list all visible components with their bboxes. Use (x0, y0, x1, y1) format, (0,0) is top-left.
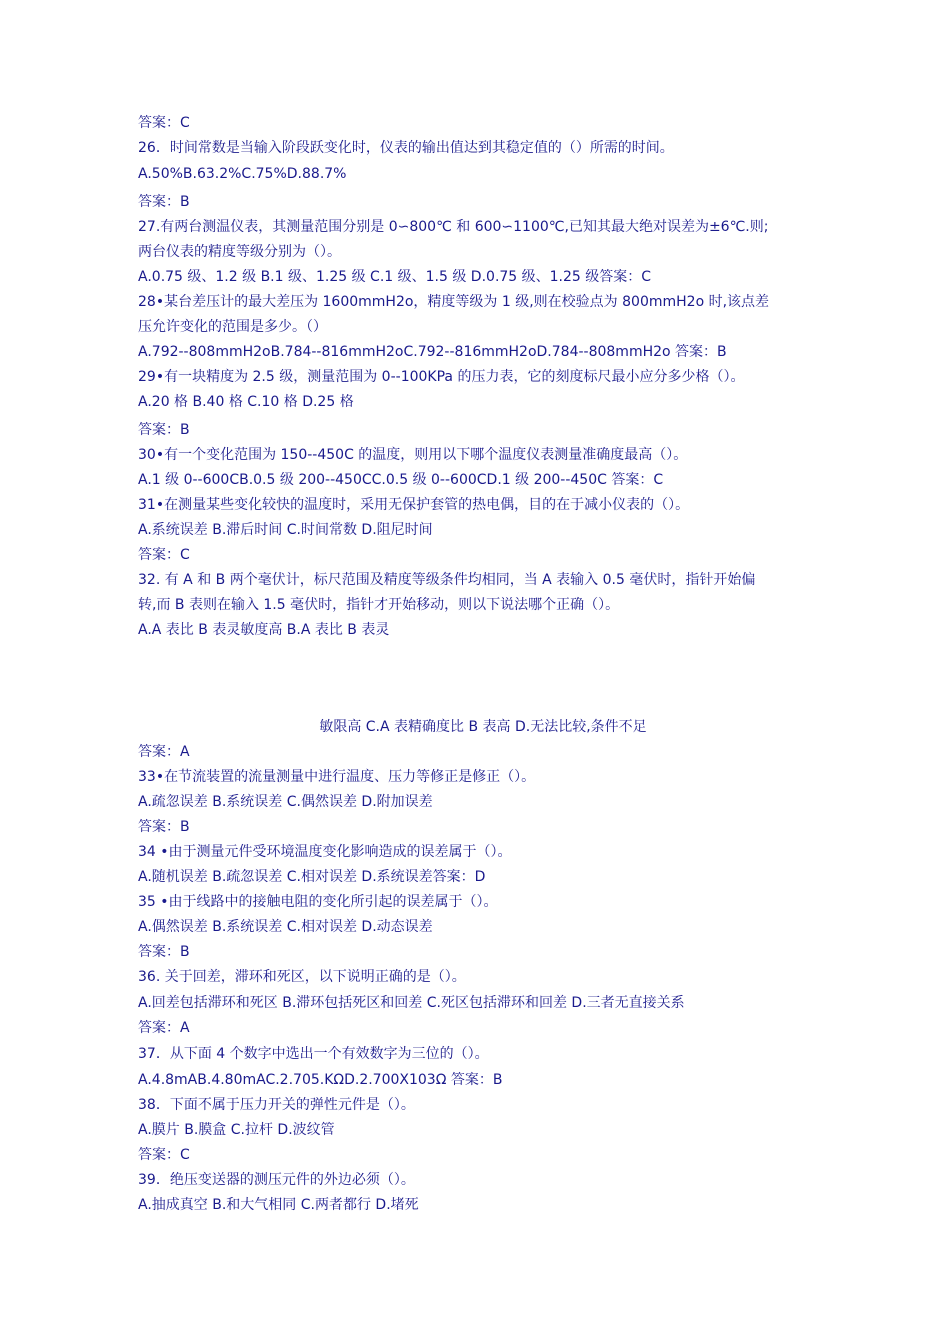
options-37: A.4.8mAB.4.80mAC.2.705.KΩD.2.700X103Ω 答案：B (138, 1072, 503, 1088)
options-39: A.抽成真空 B.和大气相同 C.两者都行 D.堵死 (138, 1197, 419, 1213)
question-35: 35 •由于线路中的接触电阻的变化所引起的误差属于（）。 (138, 894, 498, 910)
question-33: 33•在节流装置的流量测量中进行温度、压力等修正是修正（）。 (138, 769, 536, 785)
options-26: A.50%B.63.2%C.75%D.88.7% (138, 166, 347, 182)
question-36: 36. 关于回差，滞环和死区，以下说明正确的是（）。 (138, 969, 466, 985)
question-29: 29•有一块精度为 2.5 级，测量范围为 0--100KPa 的压力表，它的刻度标尺最小应分多少格（）。 (138, 369, 745, 385)
answer-line: 答案：B (138, 422, 190, 438)
options-34: A.随机误差 B.疏忽误差 C.相对误差 D.系统误差答案：D (138, 869, 486, 885)
question-32: 32. 有 A 和 B 两个毫伏计，标尺范围及精度等级条件均相同，当 A 表输入 0.5 毫伏时，指针开始偏 (138, 572, 756, 588)
answer-line: 答案：B (138, 194, 190, 210)
question-38: 38．下面不属于压力开关的弹性元件是（）。 (138, 1097, 415, 1113)
options-35: A.偶然误差 B.系统误差 C.相对误差 D.动态误差 (138, 919, 433, 935)
options-31: A.系统误差 B.滞后时间 C.时间常数 D.阻尼时间 (138, 522, 433, 538)
options-36: A.回差包括滞环和死区 B.滞环包括死区和回差 C.死区包括滞环和回差 D.三者无直接关系 (138, 995, 685, 1011)
question-32-cont: 转,而 B 表则在输入 1.5 毫伏时，指针才开始移动，则以下说法哪个正确（）。 (138, 597, 620, 613)
options-32-continued: 敏限高 C.A 表精确度比 B 表高 D.无法比较,条件不足 (319, 719, 647, 735)
question-37: 37．从下面 4 个数字中选出一个有效数字为三位的（）。 (138, 1046, 489, 1062)
answer-line: 答案：B (138, 944, 190, 960)
question-34: 34 •由于测量元件受环境温度变化影响造成的误差属于（）。 (138, 844, 512, 860)
question-28: 28•某台差压计的最大差压为 1600mmH2o，精度等级为 1 级,则在校验点为 800mmH2o 时,该点差 (138, 294, 770, 310)
text-block-upper (138, 111, 828, 643)
answer-line: 答案：C (138, 115, 190, 131)
options-30: A.1 级 0--600CB.0.5 级 200--450CC.0.5 级 0--600CD.1 级 200--450C 答案：C (138, 472, 664, 488)
options-27: A.0.75 级、1.2 级 B.1 级、1.25 级 C.1 级、1.5 级 D.0.75 级、1.25 级答案：C (138, 269, 652, 285)
answer-line: 答案：A (138, 1020, 190, 1036)
answer-line: 答案：C (138, 1147, 190, 1163)
question-28-cont: 压允许变化的范围是多少。（） (138, 319, 327, 335)
question-27: 27.有两台测温仪表，其测量范围分别是 0∽800℃ 和 600∽1100℃,已知其最大绝对误差为±6℃.则; (138, 219, 769, 235)
answer-line: 答案：A (138, 744, 190, 760)
answer-line: 答案：B (138, 819, 190, 835)
question-30: 30•有一个变化范围为 150--450C 的温度，则用以下哪个温度仪表测量准确度最高（）。 (138, 447, 688, 463)
options-32: A.A 表比 B 表灵敏度高 B.A 表比 B 表灵 (138, 622, 390, 638)
options-33: A.疏忽误差 B.系统误差 C.偶然误差 D.附加误差 (138, 794, 433, 810)
options-28: A.792--808mmH2oB.784--816mmH2oC.792--816mmH2oD.784--808mmH2o 答案：B (138, 344, 727, 360)
question-31: 31•在测量某些变化较快的温度时，采用无保护套管的热电偶，目的在于减小仪表的（）。 (138, 497, 690, 513)
question-26: 26．时间常数是当输入阶段跃变化时，仪表的输出值达到其稳定值的（）所需的时间。 (138, 140, 674, 156)
options-29: A.20 格 B.40 格 C.10 格 D.25 格 (138, 394, 354, 410)
answer-line: 答案：C (138, 547, 190, 563)
question-27-cont: 两台仪表的精度等级分别为（）。 (138, 244, 341, 260)
text-block-lower (138, 740, 828, 1218)
options-38: A.膜片 B.膜盒 C.拉杆 D.波纹管 (138, 1122, 335, 1138)
question-39: 39．绝压变送器的测压元件的外边必须（）。 (138, 1172, 415, 1188)
